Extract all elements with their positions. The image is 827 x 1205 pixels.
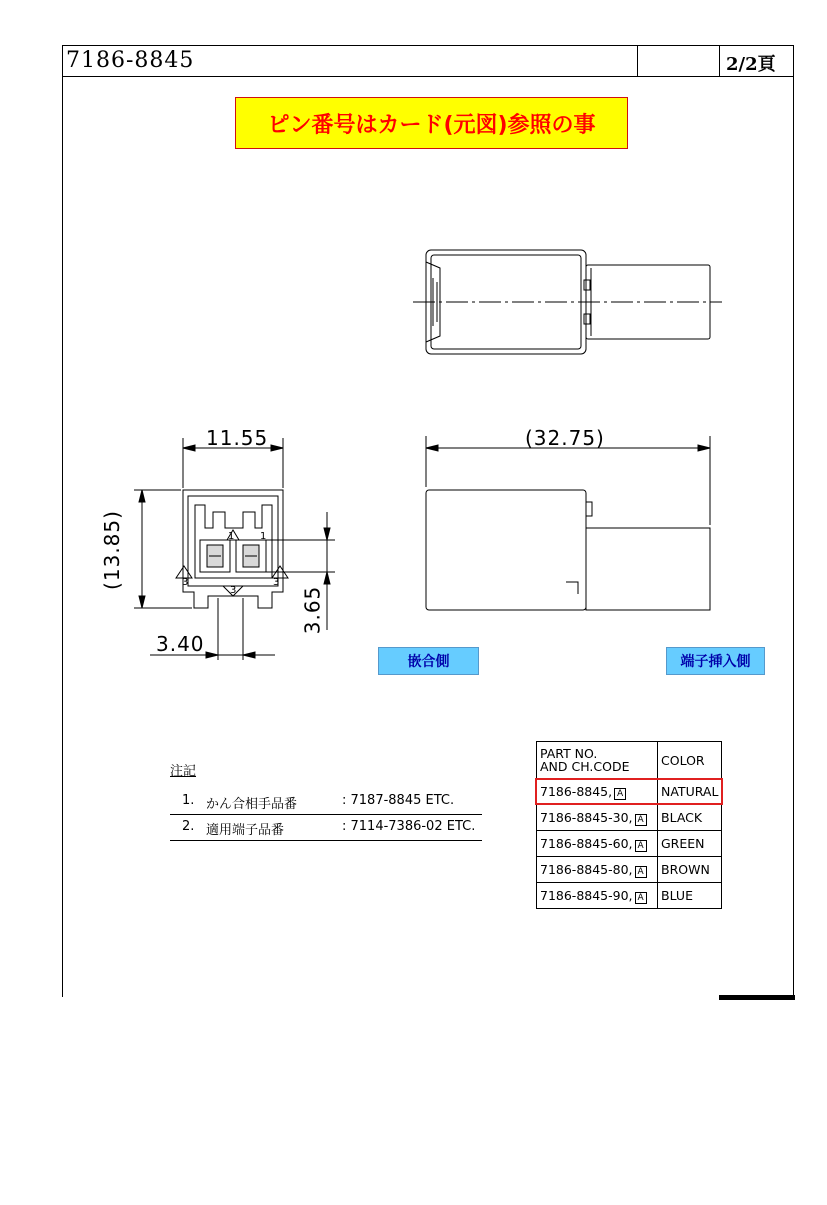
mating-side-label: 嵌合側 [378,647,479,675]
pin-label: 3 [273,577,280,588]
pin-label: 3 [230,585,237,596]
dim-height: (13.85) [99,510,124,590]
table-row: 7186-8845, A NATURAL [537,779,722,805]
dim-length: (32.75) [525,426,605,450]
dim-width: 11.55 [206,426,269,450]
page-number: 2/2頁 [726,54,776,75]
notes-section [170,760,482,843]
revision-mark: A [614,788,626,800]
notes-title: 注記 [170,764,197,779]
revision-mark: A [635,814,647,826]
pin-label: 1 [228,531,235,542]
highlighted-row-outline [535,778,723,805]
dim-pitch: 3.40 [156,632,205,656]
top-view [413,250,722,354]
table-row: 7186-8845-90, A BLUE [537,883,722,909]
terminal-insertion-side-label: 端子挿入側 [666,647,765,675]
parts-table [536,741,722,909]
revision-mark: A [635,892,647,904]
note-item: 2. 適用端子品番 : 7114-7386-02 ETC. [170,817,482,841]
document-number: 7186-8845 [66,48,195,73]
table-row: 7186-8845-30, A BLACK [537,805,722,831]
revision-mark: A [635,866,647,878]
pin-number-warning-banner: ピン番号はカード(元図)参照の事 [235,97,628,149]
side-view [426,436,710,610]
table-row: 7186-8845-80, A BROWN [537,857,722,883]
pin-label: 3 [182,577,189,588]
revision-mark: A [635,840,647,852]
pin-label: 1 [260,531,267,542]
table-header-row: PART NO. AND CH.CODE COLOR [537,742,722,779]
note-item: 1. かん合相手品番 : 7187-8845 ETC. [170,791,482,815]
dim-offset: 3.65 [300,585,325,635]
table-row: 7186-8845-60, A GREEN [537,831,722,857]
